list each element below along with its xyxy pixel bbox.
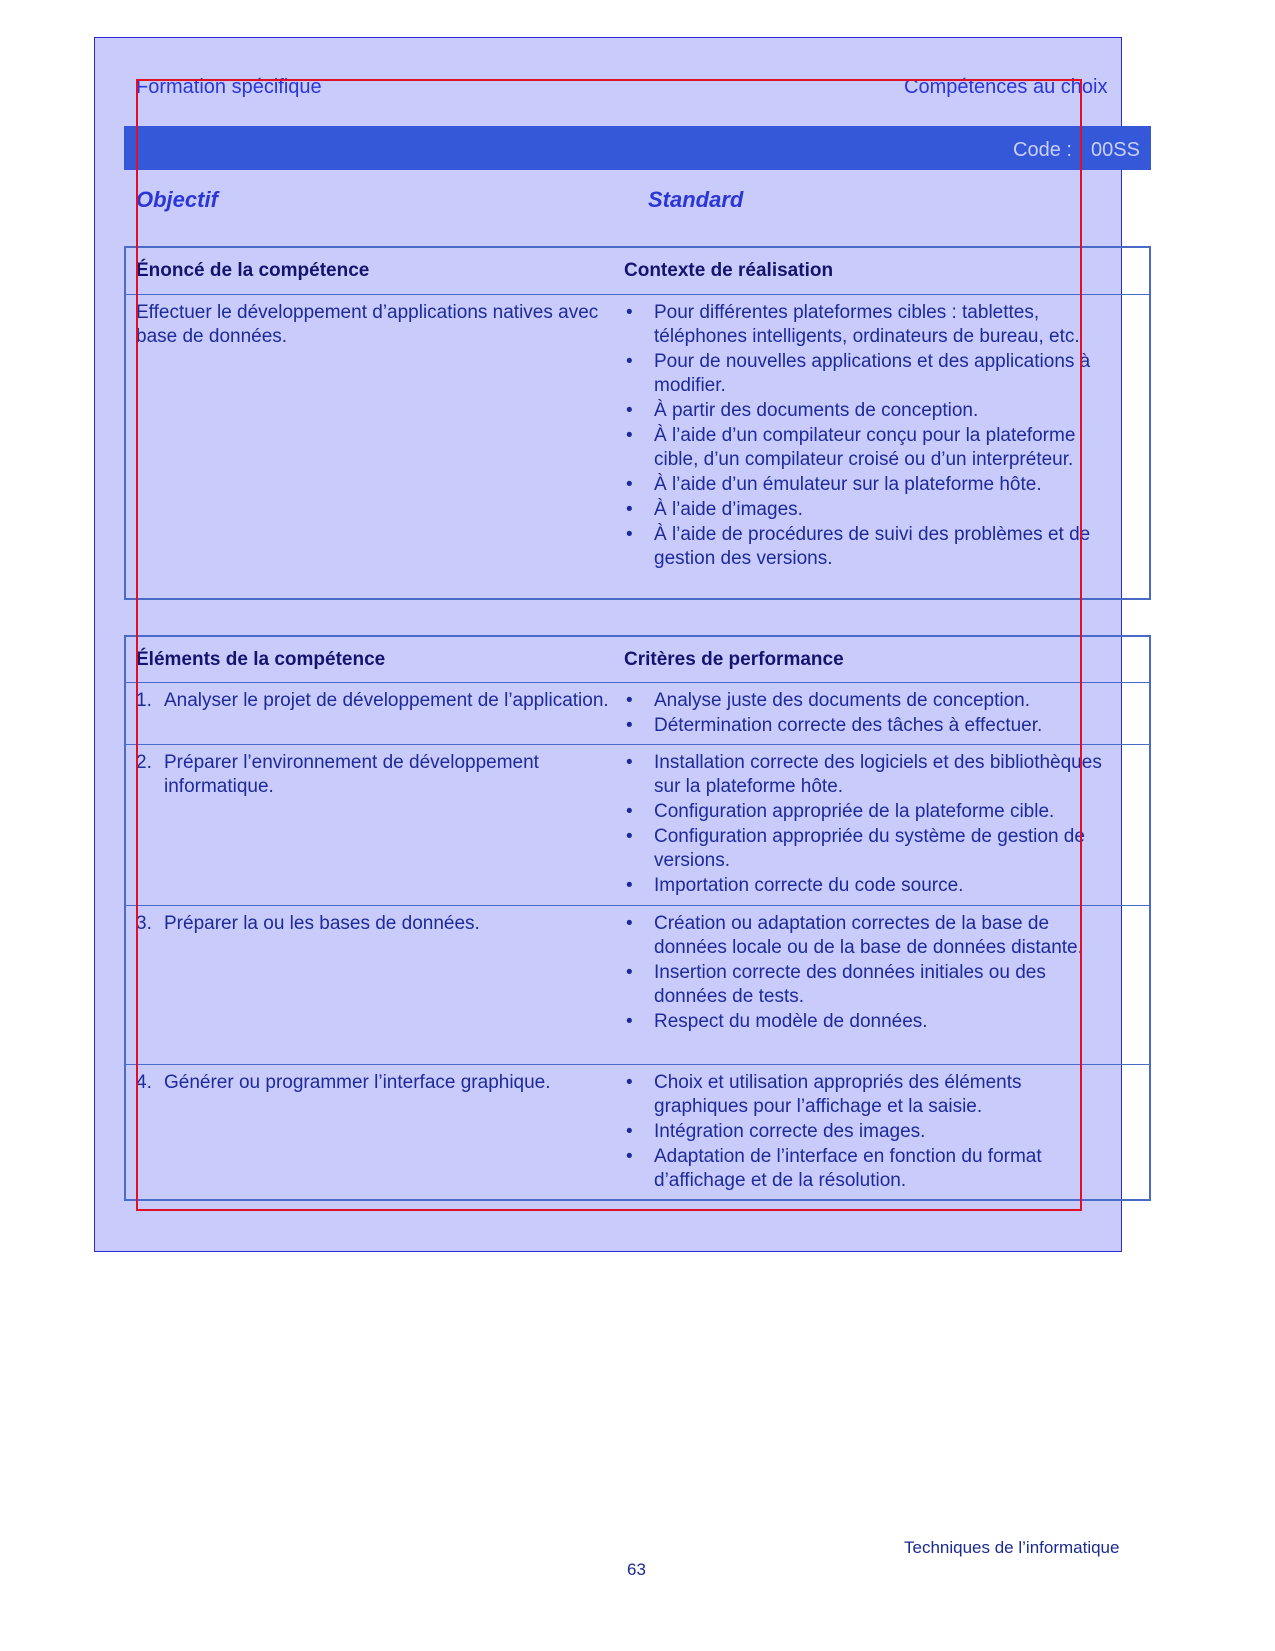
list-item: • Adaptation de l’interface en fonction du format d’affichage et de la résolution. bbox=[624, 1145, 1104, 1193]
list-item: • Analyse juste des documents de conception. bbox=[624, 689, 1104, 713]
column-header-context: Contexte de réalisation bbox=[624, 260, 834, 281]
list-item: • Importation correcte du code source. bbox=[624, 874, 1104, 898]
element-text: Préparer la ou les bases de données. bbox=[164, 913, 480, 934]
element-number: 4. bbox=[136, 1072, 152, 1093]
list-item: • Pour de nouvelles applications et des applications à modifier. bbox=[624, 350, 1104, 398]
code-label: Code : bbox=[1013, 139, 1072, 161]
list-item: • À partir des documents de conception. bbox=[624, 399, 1104, 423]
list-item: • À l’aide de procédures de suivi des problèmes et de gestion des versions. bbox=[624, 523, 1104, 571]
element-text: Préparer l’environnement de développement informatique. bbox=[164, 752, 539, 797]
header-section-title: Formation spécifique bbox=[136, 76, 322, 98]
code-value: 00SS bbox=[1091, 139, 1140, 161]
list-item: • Configuration appropriée de la plateforme cible. bbox=[624, 800, 1104, 824]
list-item: • Configuration appropriée du système de gestion de versions. bbox=[624, 825, 1104, 873]
column-header-elements: Éléments de la compétence bbox=[136, 649, 386, 670]
objective-label: Objectif bbox=[136, 187, 218, 212]
content-area bbox=[136, 79, 1082, 1211]
list-item: • À l’aide d’images. bbox=[624, 498, 1104, 522]
column-header-statement: Énoncé de la compétence bbox=[136, 260, 370, 281]
element-number: 1. bbox=[136, 690, 152, 711]
list-item: • À l’aide d’un compilateur conçu pour la plateforme cible, d’un compilateur croisé ou d’un interpréteur. bbox=[624, 424, 1104, 472]
element-text: Analyser le projet de développement de l’application. bbox=[164, 690, 609, 711]
list-item: • Intégration correcte des images. bbox=[624, 1120, 1104, 1144]
standard-label: Standard bbox=[648, 187, 744, 212]
element-text: Générer ou programmer l’interface graphique. bbox=[164, 1072, 551, 1093]
list-item: • Pour différentes plateformes cibles : tablettes, téléphones intelligents, ordinateurs de bureau, etc. bbox=[624, 301, 1104, 349]
list-item: • Détermination correcte des tâches à effectuer. bbox=[624, 714, 1104, 738]
column-header-criteria: Critères de performance bbox=[624, 649, 844, 670]
element-number: 2. bbox=[136, 752, 152, 773]
list-item: • Respect du modèle de données. bbox=[624, 1010, 1104, 1034]
list-item: • À l’aide d’un émulateur sur la plateforme hôte. bbox=[624, 473, 1104, 497]
element-number: 3. bbox=[136, 913, 152, 934]
list-item: • Insertion correcte des données initiales ou des données de tests. bbox=[624, 961, 1104, 1009]
page-number: 63 bbox=[627, 1560, 646, 1579]
header-section-subtitle: Compétences au choix bbox=[904, 76, 1108, 98]
competence-statement: Effectuer le développement d’applications natives avec base de données. bbox=[136, 302, 599, 347]
footer-program-title: Techniques de l’informatique bbox=[904, 1538, 1120, 1557]
list-item: • Installation correcte des logiciels et des bibliothèques sur la plateforme hôte. bbox=[624, 751, 1104, 799]
list-item: • Création ou adaptation correctes de la base de données locale ou de la base de données distante. bbox=[624, 912, 1104, 960]
list-item: • Choix et utilisation appropriés des éléments graphiques pour l’affichage et la saisie. bbox=[624, 1071, 1104, 1119]
